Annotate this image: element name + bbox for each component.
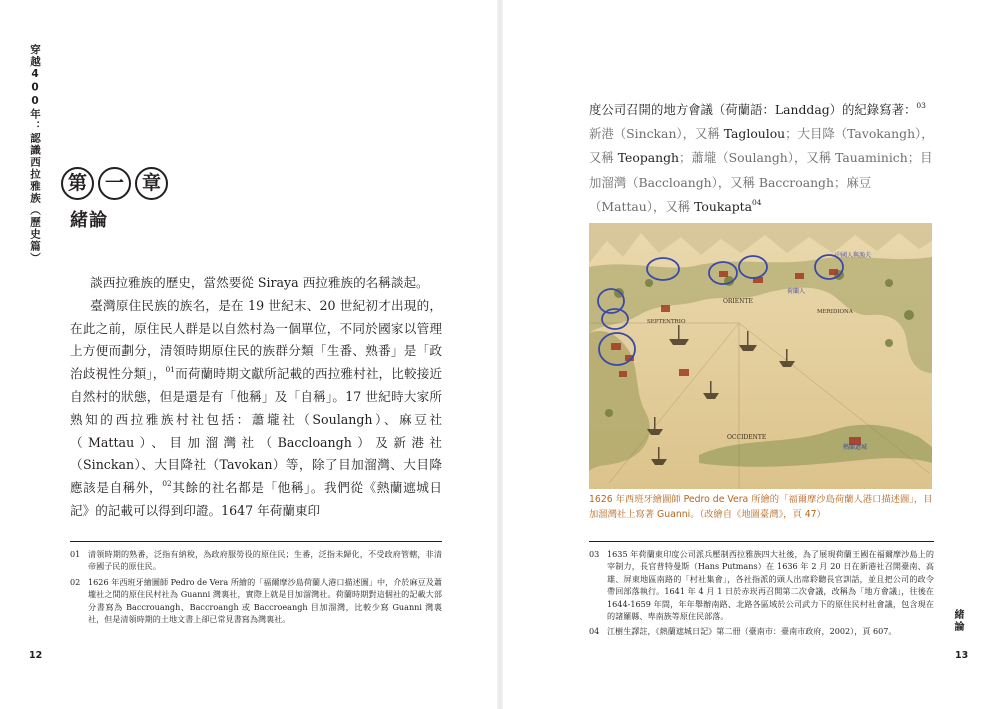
footnote-rule-right bbox=[589, 541, 934, 542]
footnote-number: 02 bbox=[70, 576, 81, 587]
map-label-septentrio: SEPTENTRIO bbox=[647, 319, 686, 325]
map-label-meridiona: MERIDIONA bbox=[817, 309, 853, 315]
quote-block bbox=[589, 122, 934, 219]
footnote-02 bbox=[70, 576, 442, 626]
map-illustration bbox=[589, 223, 932, 489]
paragraph-1: 談西拉雅族的歷史，當然要從 Siraya 西拉雅族的名稱談起。 bbox=[90, 275, 429, 290]
paragraph-2-part-b: 而荷蘭時期文獻所記載的西拉雅村社，比較接近自然村的狀態，但是還是有「他稱」及「自稱」。17 世紀時大家所熟知的西拉雅族村社包括：蕭壠社（Soulangh）、麻豆社（Mattau）、目加溜灣社（Baccloangh）及新港社（Sinckan）、大目降社（Tavokan）等，除了目加溜灣、大目降應該是自稱外， bbox=[70, 366, 443, 496]
footnote-rule-left bbox=[70, 541, 442, 542]
footnote-number: 04 bbox=[589, 626, 600, 637]
note-ref-01: 01 bbox=[165, 365, 175, 375]
page-number-right: 13 bbox=[955, 650, 969, 661]
footnote-text: 1626 年西班牙繪圖師 Pedro de Vera 所繪的「福爾摩沙島荷蘭人港口描述圖」中，介於麻豆及蕭壠社之間的原住民村社為 Guanni 灣裏社，實際上就是目加溜灣社。荷蘭時期對這個社的記載大部分書寫為 Baccrouangh、Baccroangh 或 Baccroeangh 目加溜灣，比較少寫 Guanni 灣裏社，但是清領時期的土地文書上卻已常見書寫為灣裏社。 bbox=[88, 576, 442, 625]
footnote-03 bbox=[589, 548, 934, 622]
page-number-left: 12 bbox=[29, 650, 43, 661]
side-section-label: 緒論 bbox=[952, 609, 963, 633]
chapter-subtitle: 緒論 bbox=[70, 210, 108, 231]
footnote-01 bbox=[70, 548, 442, 573]
paragraph-2 bbox=[70, 295, 442, 523]
map-label-blue-2: 荷蘭人 bbox=[787, 288, 806, 295]
map-label-occidente: OCCIDENTE bbox=[727, 434, 767, 441]
right-lead-text: 度公司召開的地方會議（荷蘭語：Landdag）的紀錄寫著： bbox=[589, 102, 917, 117]
footnote-text: 清領時期的熟番，泛指有納稅，為政府服勞役的原住民；生番，泛指未歸化，不受政府管轄，非清帝國子民的原住民。 bbox=[88, 549, 442, 572]
map-label-blue-3: 熱蘭遮城 bbox=[843, 444, 868, 451]
quote-part-3: ；大目降（Tavokangh），又稱 bbox=[589, 126, 934, 166]
quote-part-4: Teopangh bbox=[617, 150, 680, 166]
footnote-text: 江樹生譯註，《熱蘭遮城日記》第二冊（臺南市：臺南市政府，2002），頁 607。 bbox=[607, 626, 897, 637]
chapter-char-3: 章 bbox=[135, 167, 168, 200]
chapter-char-2: 一 bbox=[98, 167, 131, 200]
chapter-char-1: 第 bbox=[61, 167, 94, 200]
footnotes-left bbox=[70, 548, 442, 625]
paragraph-2-part-c: 其餘的社名都是「他稱」。我們從《熱蘭遮城日記》的記載可以得到印證。1647 年荷蘭東印 bbox=[70, 480, 442, 518]
book-gutter bbox=[497, 0, 503, 709]
right-lead-line bbox=[589, 98, 934, 122]
paragraph-2-part-a: 臺灣原住民族的族名，是在 19 世紀末、20 世紀初才出現的，在此之前，原住民人群是以自然村為一個單位，不同於國家以管理上方便而劃分，清領時期原住民的族群分類「生番、熟番」是「政治歧視性分類」， bbox=[70, 297, 442, 382]
chapter-heading bbox=[61, 167, 168, 200]
right-body-text bbox=[589, 98, 934, 219]
footnote-text: 1635 年荷蘭東印度公司派兵壓制西拉雅族四大社後，為了展現荷蘭王國在福爾摩沙島上的宰制力，長官普特曼斯（Hans Putmans）在 1636 年 2 月 20 日在新港社召開臺南、高雄、屏東地區南路的「村社集會」，各社指派的頭人出席聆聽長官訓話，並且把公司的政令帶回部落執行。1641 年 4 月 1 日於赤崁再召開第二次會議，改稱為「地方會議」，往後在 1644-1659 年間，年年舉辦南路、北路各區域於公司武力下的原住民村社會議，包含現在的諸羅縣、卑南族等原住民部落。 bbox=[607, 549, 934, 622]
running-title: 穿越400年：認識西拉雅族（歷史篇） bbox=[29, 44, 41, 265]
footnote-number: 03 bbox=[589, 549, 600, 559]
footnote-number: 01 bbox=[70, 549, 81, 559]
map-label-blue-1: 中國人與漁夫 bbox=[835, 252, 872, 259]
body-text bbox=[70, 272, 442, 523]
quote-part-6: Toukapta bbox=[694, 198, 753, 214]
map-label-oriente: ORIENTE bbox=[723, 298, 753, 305]
footnotes-right bbox=[589, 548, 934, 638]
quote-part-5: ；蕭壠（Soulangh），又稱 Tauaminich；目加溜灣（Baccloangh），又稱 Baccroangh；麻豆（Mattau），又稱 bbox=[589, 150, 933, 214]
note-ref-02: 02 bbox=[162, 479, 172, 489]
quote-part-1: 新港（Sinckan），又稱 bbox=[589, 126, 724, 142]
footnote-04 bbox=[589, 625, 934, 637]
note-ref-03: 03 bbox=[916, 101, 926, 110]
note-ref-04: 04 bbox=[752, 197, 762, 207]
historic-map-image bbox=[589, 223, 932, 489]
quote-part-2: Tagloulou bbox=[723, 126, 786, 142]
map-caption: 1626 年西班牙繪圖師 Pedro de Vera 所繪的「福爾摩沙島荷蘭人港口描述圖」，目加溜灣社上寫著 Guanni。（改繪自《地圖臺灣》，頁 47） bbox=[589, 494, 933, 520]
